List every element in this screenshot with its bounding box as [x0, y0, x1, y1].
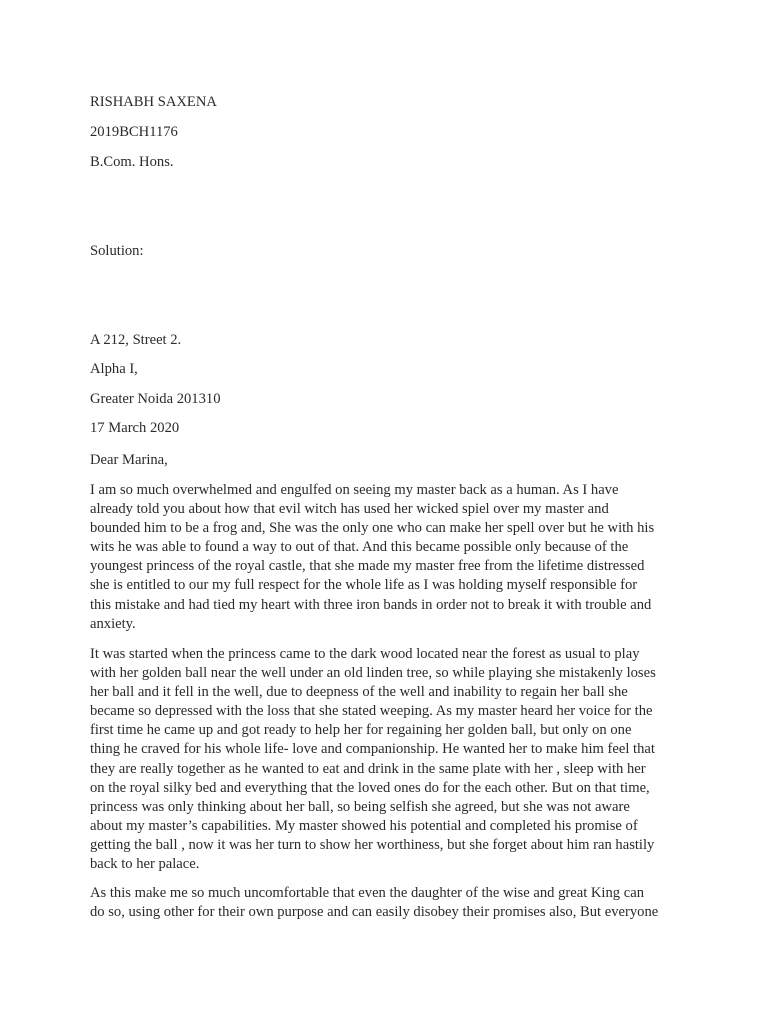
paragraph-line: getting the ball , now it was her turn to show her worthiness, but she forget about him ran hastily — [90, 836, 655, 853]
paragraph-line: back to her palace. — [90, 856, 200, 873]
paragraph-line: I am so much overwhelmed and engulfed on seeing my master back as a human. As I have — [90, 482, 619, 498]
paragraph-line: first time he came up and got ready to help her for regaining her golden ball, but only on one — [90, 722, 632, 739]
address-line-2: Alpha I, — [90, 361, 138, 377]
author-name: RISHABH SAXENA — [90, 94, 217, 110]
letter-date: 17 March 2020 — [90, 420, 180, 436]
paragraph-line: she is entitled to our my full respect for the whole life as I was holding myself responsible for — [90, 577, 638, 594]
paragraph-line: they are really together as he wanted to eat and drink in the same plate with her , sleep with her — [90, 760, 646, 777]
paragraph-line: anxiety. — [90, 615, 136, 632]
paragraph-line: bounded him to be a frog and, She was the only one who can make her spell over but he with his — [90, 520, 655, 537]
body-paragraph-3 — [90, 884, 700, 922]
paragraph-line: It was started when the princess came to the dark wood located near the forest as usual to play — [90, 646, 640, 662]
address-line-1: A 212, Street 2. — [90, 332, 182, 348]
salutation: Dear Marina, — [90, 452, 168, 468]
roll-number: 2019BCH1176 — [90, 124, 178, 140]
solution-label: Solution: — [90, 243, 144, 259]
paragraph-line: wits he was able to found a way to out of that. And this became possible only because of the — [90, 539, 629, 556]
body-paragraph-2 — [90, 645, 700, 874]
course-name: B.Com. Hons. — [90, 154, 174, 170]
paragraph-line: already told you about how that evil witch has used her wicked spiel over my master and — [90, 501, 609, 518]
paragraph-line: became so depressed with the loss that she stated weeping. As my master heard her voice for the — [90, 703, 653, 720]
paragraph-line: on the royal silky bed and everything that the loved ones do for the each other. But on that time, — [90, 779, 650, 796]
address-line-3: Greater Noida 201310 — [90, 391, 221, 407]
paragraph-line: thing he craved for his whole life- love and companionship. He wanted her to make him feel that — [90, 741, 655, 758]
paragraph-line: As this make me so much uncomfortable that even the daughter of the wise and great King can — [90, 885, 644, 901]
paragraph-line: about my master’s capabilities. My master showed his potential and completed his promise of — [90, 817, 638, 834]
body-paragraph-1 — [90, 481, 700, 634]
paragraph-line: youngest princess of the royal castle, that she made my master free from the lifetime distressed — [90, 558, 645, 575]
paragraph-line: this mistake and had tied my heart with three iron bands in order not to break it with trouble and — [90, 596, 652, 613]
paragraph-line: do so, using other for their own purpose and can easily disobey their promises also, But everyone — [90, 904, 659, 921]
paragraph-line: her ball and it fell in the well, due to deepness of the well and inability to regain her ball she — [90, 684, 628, 701]
paragraph-line: with her golden ball near the well under an old linden tree, so while playing she mistakenly loses — [90, 665, 656, 682]
paragraph-line: princess was only thinking about her ball, so being selfish she agreed, but she was not aware — [90, 798, 630, 815]
